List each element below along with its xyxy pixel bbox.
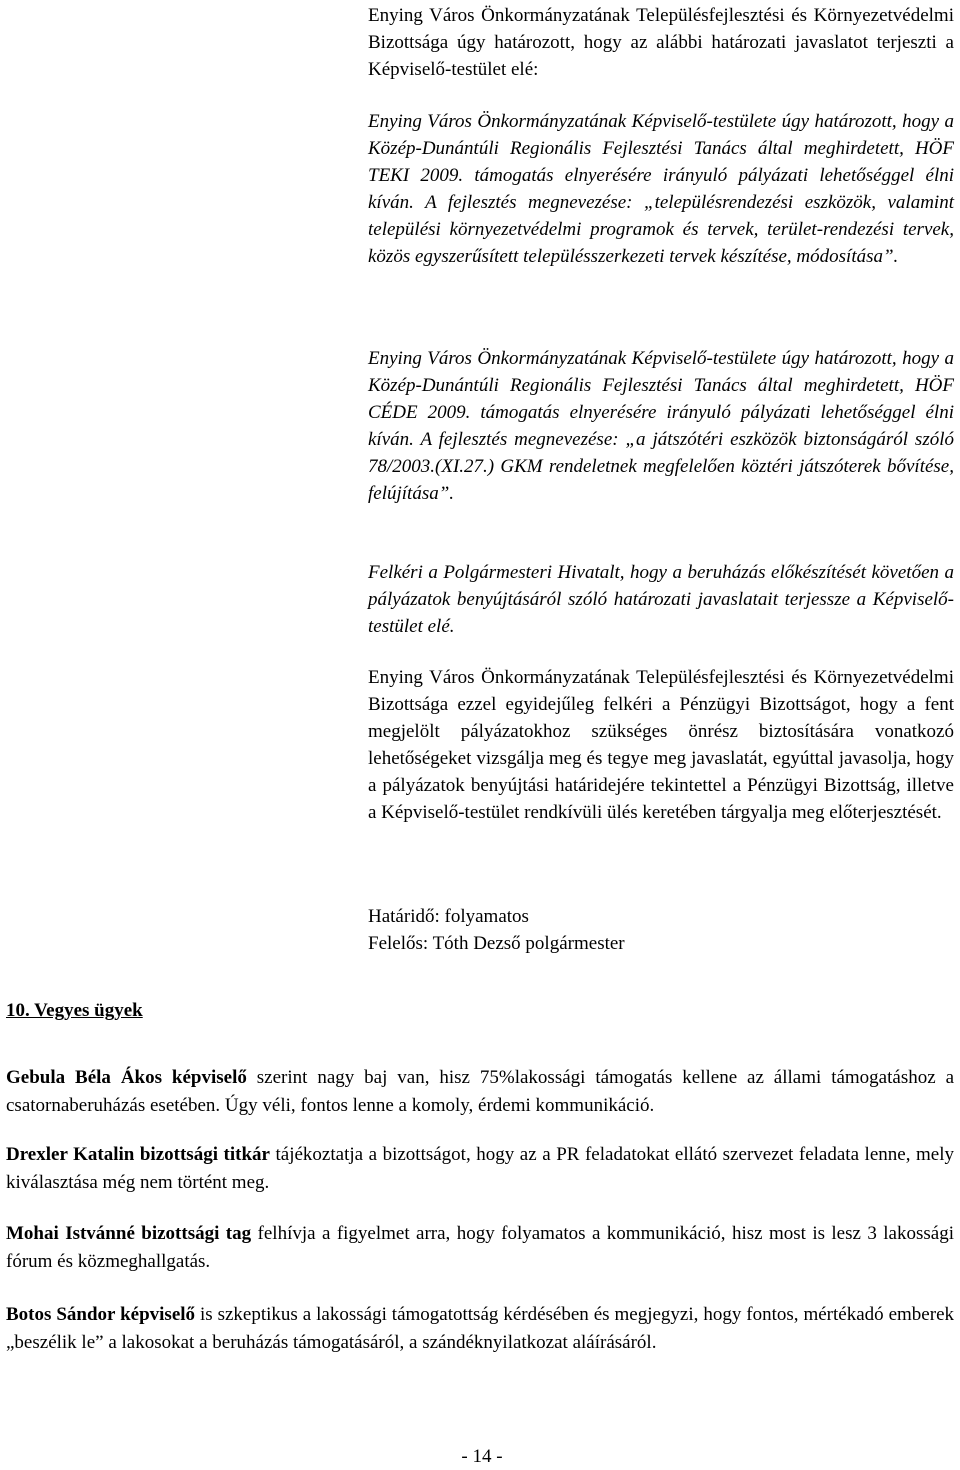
deadline-block [368, 903, 625, 957]
section-heading: 10. Vegyes ügyek [6, 1000, 143, 1021]
resolution-request-paragraph: Felkéri a Polgármesteri Hivatalt, hogy a beruházás előkészítését követően a pályázatok benyújtásáról szóló határozati javaslatait terjessze a Képviselő-testület elé. [368, 562, 954, 637]
comment-paragraph [6, 1141, 954, 1197]
comment-text: is szkeptikus a lakossági támogatottság kérdésében és megjegyzi, hogy fontos, mértékadó emberek „beszélik le” a lakosokat a beruházás támogatásáról, a szándéknyilatkozat aláírásáról. [6, 1304, 954, 1353]
comment-paragraph [6, 1220, 954, 1276]
resolution-cede-paragraph: Enying Város Önkormányzatának Képviselő-testülete úgy határozott, hogy a Közép-Dunántúli Regionális Fejlesztési Tanács által meghirdetett, HÖF CÉDE 2009. támogatás elnyerésére irányuló pályázati lehetőséggel élni kíván. A fejlesztés megnevezése: „a játszótéri eszközök biztonságáról szóló 78/2003.(XI.27.) GKM rendeletnek megfelelően köztéri játszóterek bővítése, felújítása”. [368, 348, 954, 504]
comment-speaker: Mohai Istvánné bizottsági tag [6, 1223, 252, 1244]
page-number: - 14 - [461, 1446, 503, 1467]
resolution-finance-paragraph: Enying Város Önkormányzatának Településfejlesztési és Környezetvédelmi Bizottsága ezzel egyidejűleg felkéri a Pénzügyi Bizottságot, hogy a fent megjelölt pályázatokhoz szükséges önrész biztosítására vonatkozó lehetőségeket vizsgálja meg és tegye meg javaslatát, egyúttal javasolja, hogy a pályázatok benyújtási határidejére tekintettel a Pénzügyi Bizottság, illetve a Képviselő-testület rendkívüli ülés keretében tárgyalja meg előterjesztését. [368, 667, 954, 823]
comment-paragraph [6, 1064, 954, 1120]
comment-speaker: Gebula Béla Ákos képviselő [6, 1067, 247, 1088]
comment-speaker: Drexler Katalin bizottsági titkár [6, 1144, 270, 1165]
comment-speaker: Botos Sándor képviselő [6, 1304, 196, 1325]
comment-text: tájékoztatja a bizottságot, hogy az a PR feladatokat ellátó szervezet feladata lenne, mely kiválasztása még nem történt meg. [6, 1144, 954, 1193]
comment-text: szerint nagy baj van, hisz 75%lakossági támogatás kellene az állami támogatáshoz a csatornaberuházás esetében. Úgy véli, fontos lenne a komoly, érdemi kommunikáció. [6, 1067, 954, 1116]
resolution-teki-paragraph: Enying Város Önkormányzatának Képviselő-testülete úgy határozott, hogy a Közép-Dunántúli Regionális Fejlesztési Tanács által meghirdetett, HÖF TEKI 2009. támogatás elnyerésére irányuló pályázati lehetőséggel élni kíván. A fejlesztés megnevezése: „településrendezési eszközök, valamint települési környezetvédelmi programok és tervek, terület-rendezési tervek, közös egyszerűsített településszerkezeti tervek készítése, módosítása”. [368, 111, 954, 267]
deadline-line: Határidő: folyamatos [368, 906, 529, 927]
comment-paragraph [6, 1301, 954, 1357]
comment-text: felhívja a figyelmet arra, hogy folyamatos a kommunikáció, hisz most is lesz 3 lakossági fórum és közmeghallgatás. [6, 1223, 954, 1272]
resolution-intro-paragraph: Enying Város Önkormányzatának Településfejlesztési és Környezetvédelmi Bizottsága úgy határozott, hogy az alábbi határozati javaslatot terjeszti a Képviselő-testület elé: [368, 5, 954, 80]
responsible-line: Felelős: Tóth Dezső polgármester [368, 933, 625, 954]
